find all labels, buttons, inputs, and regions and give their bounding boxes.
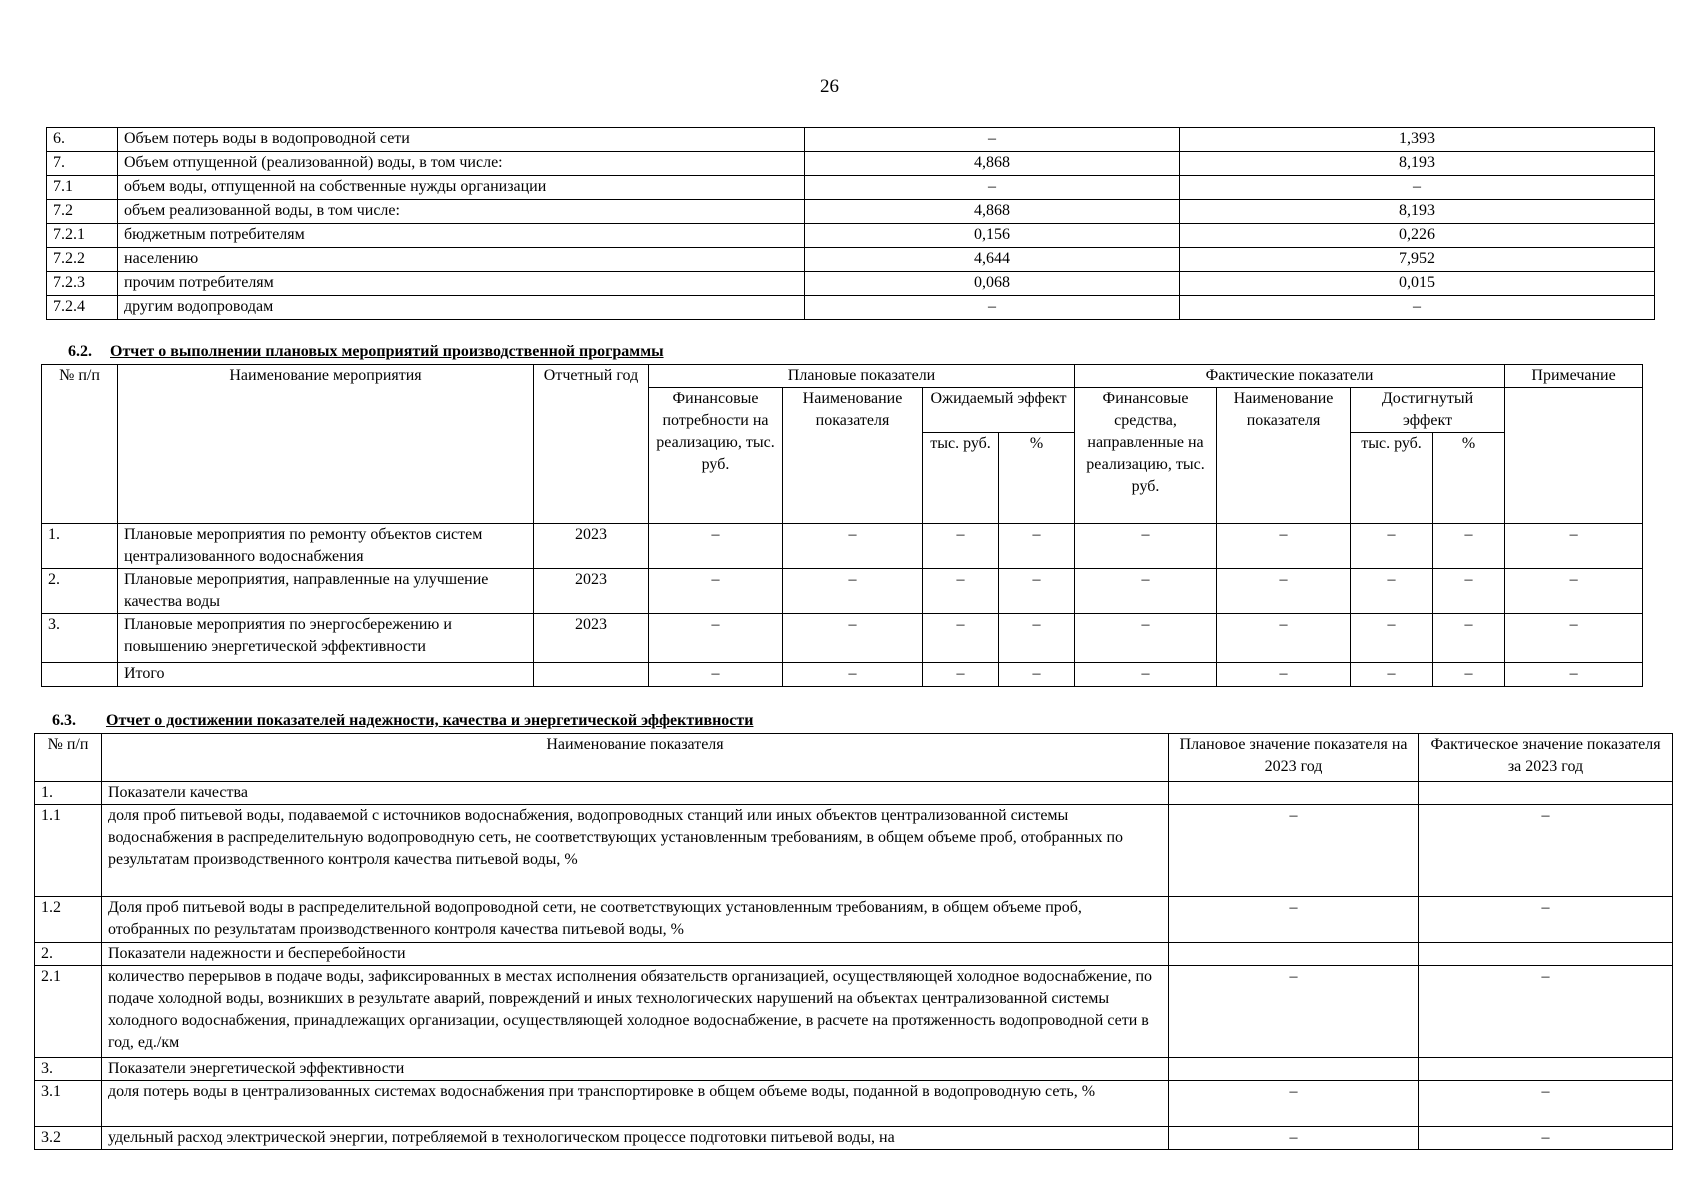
row-dash-value: – (783, 524, 923, 569)
header-plan-indicator: Наименование показателя (783, 388, 923, 524)
table-row (42, 614, 1643, 663)
row-indicator-name: Показатели надежности и бесперебойности (102, 943, 1169, 966)
table-row (42, 524, 1643, 569)
total-label: Итого (118, 663, 534, 687)
row-dash-value: – (1075, 524, 1217, 569)
header-fact-value: Фактическое значение показателя за 2023 год (1419, 734, 1673, 782)
row-year: 2023 (534, 524, 649, 569)
total-year (534, 663, 649, 687)
row-name: Объем отпущенной (реализованной) воды, в том числе: (118, 152, 805, 176)
total-dash-value: – (999, 663, 1075, 687)
header-indicator-name: Наименование показателя (102, 734, 1169, 782)
row-plan-value: 0,068 (805, 272, 1180, 296)
table-row (47, 128, 1655, 152)
row-number: 3. (42, 614, 118, 663)
header-plan-value: Плановое значение показателя на 2023 год (1169, 734, 1419, 782)
row-fact-value: 7,952 (1180, 248, 1655, 272)
table-row (47, 248, 1655, 272)
row-dash-value: – (999, 614, 1075, 663)
row-name: Объем потерь воды в водопроводной сети (118, 128, 805, 152)
row-indicator-name: количество перерывов в подаче воды, зафиксированных в местах исполнения обязательств организацией, осуществляющей холодное водоснабжение, по подаче холодной воды, возникших в результате аварий, повреждений и иных технологических нарушений на объектах централизованной системы холодного водоснабжения, принадлежащих организации, осуществляющей холодное водоснабжение, в расчете на протяженность водопроводной сети в год, ед./км (102, 966, 1169, 1058)
header-plan-group: Плановые показатели (649, 365, 1075, 388)
row-year: 2023 (534, 569, 649, 614)
row-indicator-name: Доля проб питьевой воды в распределительной водопроводной сети, не соответствующих установленным требованиям, в общем объеме проб, отобранных по результатам производственного контроля качества питьевой воды, % (102, 897, 1169, 943)
water-volume-table (46, 127, 1655, 320)
row-fact-value: – (1419, 1081, 1673, 1127)
row-plan-value: 0,156 (805, 224, 1180, 248)
row-number: 7. (47, 152, 118, 176)
row-dash-value: – (783, 614, 923, 663)
row-dash-value: – (1505, 569, 1643, 614)
row-measure-name: Плановые мероприятия по ремонту объектов систем централизованного водоснабжения (118, 524, 534, 569)
header-fact-fin: Финансовые средства, направленные на реализацию, тыс. руб. (1075, 388, 1217, 524)
row-number: 6. (47, 128, 118, 152)
total-dash-value: – (923, 663, 999, 687)
header-plan-fin: Финансовые потребности на реализацию, тыс. руб. (649, 388, 783, 524)
row-indicator-name: Показатели энергетической эффективности (102, 1058, 1169, 1081)
total-dash-value: – (1075, 663, 1217, 687)
row-number: 3. (35, 1058, 102, 1081)
row-dash-value: – (999, 569, 1075, 614)
section-number: 6.2. (68, 343, 92, 360)
table-row (47, 272, 1655, 296)
total-dash-value: – (1217, 663, 1351, 687)
row-number: 1. (42, 524, 118, 569)
row-fact-value: – (1180, 296, 1655, 320)
total-dash-value: – (1351, 663, 1433, 687)
row-plan-value: – (1169, 966, 1419, 1058)
section-6-3-heading (52, 712, 753, 730)
table-row (35, 897, 1673, 943)
row-dash-value: – (649, 614, 783, 663)
row-name: другим водопроводам (118, 296, 805, 320)
table-row (35, 943, 1673, 966)
table-row (47, 152, 1655, 176)
row-plan-value: – (1169, 897, 1419, 943)
row-plan-value: 4,644 (805, 248, 1180, 272)
row-dash-value: – (1351, 569, 1433, 614)
row-fact-value: – (1419, 897, 1673, 943)
row-fact-value: – (1180, 176, 1655, 200)
row-dash-value: – (1505, 524, 1643, 569)
row-dash-value: – (649, 524, 783, 569)
header-fact-indicator: Наименование показателя (1217, 388, 1351, 524)
row-name: объем реализованной воды, в том числе: (118, 200, 805, 224)
row-dash-value: – (1505, 614, 1643, 663)
row-dash-value: – (1351, 524, 1433, 569)
planned-measures-table (41, 364, 1643, 687)
row-dash-value: – (1433, 524, 1505, 569)
row-number: 7.2.4 (47, 296, 118, 320)
row-dash-value: – (649, 569, 783, 614)
row-plan-value: – (805, 296, 1180, 320)
header-plan-thous: тыс. руб. (923, 433, 999, 524)
row-measure-name: Плановые мероприятия по энергосбережению и повышению энергетической эффективности (118, 614, 534, 663)
total-number (42, 663, 118, 687)
row-fact-value: 8,193 (1180, 152, 1655, 176)
section-title: Отчет о выполнении плановых мероприятий производственной программы (110, 343, 664, 360)
section-number: 6.3. (52, 712, 76, 729)
row-fact-value: – (1419, 805, 1673, 897)
row-plan-value (1169, 782, 1419, 805)
table-row (35, 805, 1673, 897)
row-dash-value: – (923, 569, 999, 614)
table-row (35, 966, 1673, 1058)
row-number: 2. (35, 943, 102, 966)
indicators-table (34, 733, 1673, 1150)
row-plan-value: – (805, 128, 1180, 152)
row-dash-value: – (923, 524, 999, 569)
total-dash-value: – (783, 663, 923, 687)
row-dash-value: – (1351, 614, 1433, 663)
row-dash-value: – (783, 569, 923, 614)
header-plan-effect: Ожидаемый эффект (923, 388, 1075, 433)
row-fact-value: 0,015 (1180, 272, 1655, 296)
row-dash-value: – (1217, 569, 1351, 614)
row-plan-value: – (805, 176, 1180, 200)
row-dash-value: – (1075, 614, 1217, 663)
row-plan-value: 4,868 (805, 152, 1180, 176)
row-plan-value: – (1169, 1127, 1419, 1150)
table-row (35, 1081, 1673, 1127)
header-fact-thous: тыс. руб. (1351, 433, 1433, 524)
row-indicator-name: доля проб питьевой воды, подаваемой с источников водоснабжения, водопроводных станций или иных объектов централизованной системы водоснабжения в распределительную водопроводную сеть, не соответствующих установленным требованиям, в общем объеме проб, отобранных по результатам производственного контроля качества питьевой воды, % (102, 805, 1169, 897)
row-number: 7.1 (47, 176, 118, 200)
row-number: 1.2 (35, 897, 102, 943)
row-dash-value: – (923, 614, 999, 663)
total-row (42, 663, 1643, 687)
header-note: Примечание (1505, 365, 1643, 388)
row-year: 2023 (534, 614, 649, 663)
row-indicator-name: доля потерь воды в централизованных системах водоснабжения при транспортировке в общем объеме воды, поданной в водопроводную сеть, % (102, 1081, 1169, 1127)
row-number: 1.1 (35, 805, 102, 897)
header-num: № п/п (42, 365, 118, 524)
row-dash-value: – (1217, 524, 1351, 569)
table-row (35, 1127, 1673, 1150)
row-name: населению (118, 248, 805, 272)
table-row (47, 200, 1655, 224)
row-fact-value: 0,226 (1180, 224, 1655, 248)
header-measure-name: Наименование мероприятия (118, 365, 534, 524)
row-plan-value: 4,868 (805, 200, 1180, 224)
table-row (35, 1058, 1673, 1081)
header-year: Отчетный год (534, 365, 649, 524)
row-indicator-name: Показатели качества (102, 782, 1169, 805)
row-number: 7.2.2 (47, 248, 118, 272)
row-fact-value (1419, 782, 1673, 805)
row-number: 7.2.3 (47, 272, 118, 296)
header-num: № п/п (35, 734, 102, 782)
row-number: 7.2.1 (47, 224, 118, 248)
header-fact-pct: % (1433, 433, 1505, 524)
header-plan-pct: % (999, 433, 1075, 524)
header-fact-group: Фактические показатели (1075, 365, 1505, 388)
table-row (47, 224, 1655, 248)
total-dash-value: – (649, 663, 783, 687)
row-name: прочим потребителям (118, 272, 805, 296)
page-number: 26 (820, 76, 839, 97)
row-number: 7.2 (47, 200, 118, 224)
row-fact-value: 1,393 (1180, 128, 1655, 152)
row-plan-value: – (1169, 805, 1419, 897)
row-indicator-name: удельный расход электрической энергии, потребляемой в технологическом процессе подготовки питьевой воды, на (102, 1127, 1169, 1150)
table-row (35, 782, 1673, 805)
row-dash-value: – (999, 524, 1075, 569)
row-dash-value: – (1433, 569, 1505, 614)
row-fact-value: 8,193 (1180, 200, 1655, 224)
row-dash-value: – (1075, 569, 1217, 614)
row-measure-name: Плановые мероприятия, направленные на улучшение качества воды (118, 569, 534, 614)
row-number: 2. (42, 569, 118, 614)
row-number: 1. (35, 782, 102, 805)
row-dash-value: – (1217, 614, 1351, 663)
row-plan-value (1169, 1058, 1419, 1081)
row-plan-value (1169, 943, 1419, 966)
row-number: 3.2 (35, 1127, 102, 1150)
table-row (47, 296, 1655, 320)
table-row (47, 176, 1655, 200)
total-dash-value: – (1433, 663, 1505, 687)
row-fact-value: – (1419, 1127, 1673, 1150)
row-dash-value: – (1433, 614, 1505, 663)
header-note-blank (1505, 388, 1643, 524)
total-dash-value: – (1505, 663, 1643, 687)
row-name: бюджетным потребителям (118, 224, 805, 248)
row-number: 2.1 (35, 966, 102, 1058)
row-name: объем воды, отпущенной на собственные нужды организации (118, 176, 805, 200)
table-row (42, 569, 1643, 614)
section-6-2-heading (68, 343, 664, 361)
header-fact-effect: Достигнутый эффект (1351, 388, 1505, 433)
row-number: 3.1 (35, 1081, 102, 1127)
row-plan-value: – (1169, 1081, 1419, 1127)
row-fact-value (1419, 943, 1673, 966)
row-fact-value: – (1419, 966, 1673, 1058)
row-fact-value (1419, 1058, 1673, 1081)
section-title: Отчет о достижении показателей надежности, качества и энергетической эффективности (106, 712, 754, 729)
